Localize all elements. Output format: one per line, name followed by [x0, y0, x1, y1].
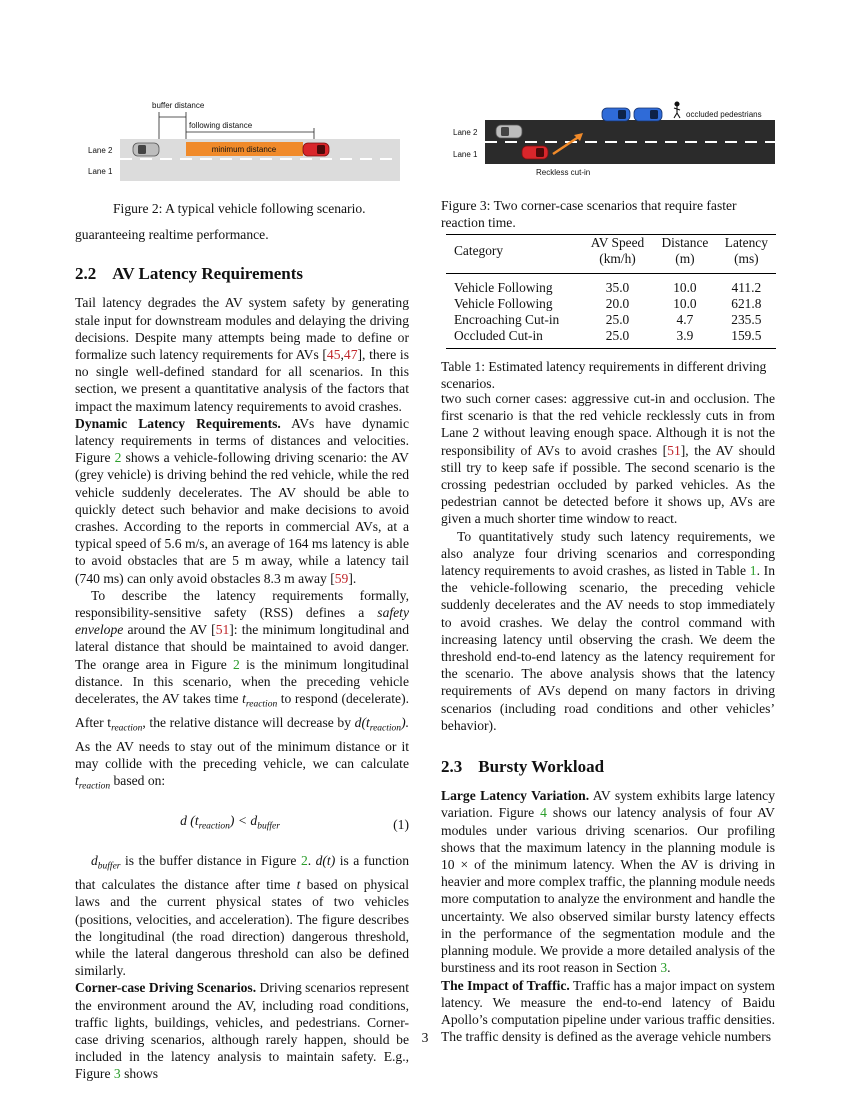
paragraph-traffic-impact: The Impact of Traffic. Traffic has a major impact on system latency. We measure the end-to-end latency of Baidu Apollo’s computation pipeline under various traffic densities. The traffic density is defined as the average vehicle numbers [441, 977, 775, 1045]
equation-1: d $(t_{reaction}) < d_{buffer}$ (1) [180, 813, 409, 832]
fig3-blue-car-icon [634, 108, 662, 121]
table-row: Vehicle Following 35.0 10.0 411.2 [454, 280, 762, 295]
figure-ref-link[interactable]: 2 [114, 450, 122, 466]
figure-3-corner-cases [450, 98, 780, 182]
fig2-buffer-label: buffer distance [152, 101, 205, 110]
citation-link[interactable]: 47 [343, 347, 358, 363]
paragraph-quantitative: To quantitatively study such latency requirements, we also analyze four driving scenarios and corresponding latency requirements to avoid crashes, as listed in Table 1. In the vehicle-following scenario, the preceding vehicle suddenly decelerates and the AV needs to stop immediately to avoid crashes. We delay the control command with increasing latency until observing the crash. We deem the threshold end-to-end latency as the latency requirement for the scenario. The above analysis shows that the latency requirements of AVs depend on many factors in driving scenarios (including road conditions and other vehicles’ behavior). [441, 528, 775, 733]
paragraph-rss: To describe the latency requirements formally, responsibility-sensitive safety (RSS) defines a safety envelope around the AV [51]: the minimum longitudinal and lateral distance that should be maintained to avoid danger. The orange area in Figure 2 is the minimum longitudinal distance. In this scenario, when the preceding vehicle decelerates, the AV takes time $t_{reaction}$ to respond (decelerate). After $t_{reaction}$, the relative distance will decrease by $d(t_{reaction})$. As the AV needs to stay out of the minimum distance or it may collide with the preceding vehicle, we can calculate $t_{reaction}$ based on: [75, 587, 409, 793]
figure-ref-link[interactable]: 2 [300, 853, 308, 869]
fig3-red-car-icon [522, 146, 548, 159]
col-header-speed: AV Speed (km/h) [590, 235, 645, 266]
citation-link[interactable]: 59 [334, 570, 349, 586]
equation-number: (1) [393, 816, 409, 832]
citation-link[interactable]: 45 [326, 347, 341, 363]
table-row: Encroaching Cut-in 25.0 4.7 235.5 [454, 312, 762, 327]
fig2-following-label: following distance [189, 121, 253, 130]
paragraph-dynamic-latency: Dynamic Latency Requirements. AVs have dynamic latency requirements in terms of distances and velocities. Figure 2 shows a vehicle-following driving scenario: the AV (grey vehicle) is driving behind the red vehicle, while the red vehicle suddenly decelerates. The AV should be able to quickly detect such behavior and make decisions to avoid crashes. According to the reports in commercial AVs, at a typical speed of 5.6 m/s, an average of 164 ms latency is able to avoid obstacles that are 5 m away, while a latency tail (740 ms) can only avoid obstacles 8.3 m away [59]. [75, 415, 410, 586]
fig2-grey-av-car-icon [133, 143, 159, 156]
paragraph-top: guaranteeing realtime performance. [75, 227, 269, 242]
citation-link[interactable]: 51 [667, 442, 681, 458]
page-number: 3 [421, 1030, 429, 1045]
fig2-lane1-label: Lane 1 [88, 167, 113, 176]
fig3-blue-car-icon [602, 108, 630, 121]
right-column [441, 390, 775, 1045]
figure-ref-link[interactable]: 2 [233, 656, 240, 672]
table-row: Occluded Cut-in 25.0 3.9 159.5 [446, 328, 776, 349]
citation-link[interactable]: 51 [215, 622, 230, 638]
fig2-min-distance-label: minimum distance [211, 145, 277, 154]
fig3-lane1-label: Lane 1 [453, 150, 478, 159]
figure-2-vehicle-following [85, 95, 405, 187]
fig3-grey-car-icon [496, 125, 522, 138]
figure-ref-link[interactable]: 4 [540, 805, 547, 821]
fig3-lane2-label: Lane 2 [453, 128, 478, 137]
paragraph-corner-case: Corner-case Driving Scenarios. Driving scenarios represent the environment around the AV, including road conditions, traffic lights, buildings, vehicles, and pedestrians. Corner-case driving scenarios, although rarely happen, should be included in the latency analysis to maintain safety. E.g., Figure 3 shows [75, 980, 409, 1082]
figure-3-caption: Figure 3: Two corner-case scenarios that require faster reaction time. [441, 198, 737, 230]
table-row: Vehicle Following 20.0 10.0 621.8 [454, 296, 762, 311]
figure-2-caption: Figure 2: A typical vehicle following scenario. [113, 201, 366, 216]
fig3-cutin-label: Reckless cut-in [536, 168, 591, 177]
figure-ref-link[interactable]: 3 [113, 1066, 121, 1082]
latency-table [446, 234, 776, 349]
left-column [75, 226, 409, 1083]
fig3-pedestrian-icon [674, 102, 680, 118]
fig2-red-car-icon [303, 143, 329, 156]
col-header-latency: Latency (ms) [724, 235, 768, 266]
paragraph-buffer: $d_{buffer}$ is the buffer distance in Figure 2. d(t) is a function that calculates the distance after time t based on physical laws and the current physical states of two vehicles (positions, velocities, and acceleration). The figure describes the longitudinal (the road direction) dangerous threshold, while the lateral dangerous threshold can also be defined similarly. [75, 853, 410, 979]
col-header-category: Category [454, 243, 504, 258]
fig3-occluded-label: occluded pedestrians [686, 110, 762, 119]
section-ref-link[interactable]: 3 [660, 960, 668, 976]
section-2-3-heading: 2.3 Bursty Workload [441, 757, 605, 777]
paragraph-intro: Tail latency degrades the AV system safety by generating stale input for downstream modules and delaying the driving decisions. Despite many attempts being made to define or formalize such latency requirements for AVs [45,47], there is no single well-defined standard for all scenarios. In this section, we present a quantitative analysis of the factors that impact the maximum latency requirements to avoid crashes. [75, 295, 409, 414]
fig2-lane2-label: Lane 2 [88, 146, 113, 155]
paragraph-corner-cases-cont: two such corner cases: aggressive cut-in and occlusion. The first scenario is that the red vehicle recklessly cuts in from Lane 2 without leaving enough space. Although it is not the responsibility of AVs to avoid crashes [51], the AV should still try to keep safe if possible. The second scenario is the crossing pedestrian occluded by parked vehicles. As the pedestrian cannot be detected before it shows up, AVs are given a much shorter time window to react. [441, 391, 775, 527]
section-2-2-heading: 2.2 AV Latency Requirements [75, 264, 304, 284]
col-header-distance: Distance (m) [661, 235, 709, 266]
table-ref-link[interactable]: 1 [749, 563, 757, 579]
paragraph-large-variation: Large Latency Variation. AV system exhibits large latency variation. Figure 4 shows our latency analysis of four AV modules under various driving scenarios. Our profiling shows that the maximum latency in the planning module is 10 × of the minimum latency. When the AV is driving in heavier and more complex traffic, the planning module needs more computation to analyze the environment and handle the uncertainty. We also observed similar bursty latency effects in the performance of the segmentation module and the planning module. We provide a more detailed analysis of the burstiness and its root reason in Section 3. [441, 788, 775, 976]
table-1-caption: Table 1: Estimated latency requirements in different driving scenarios. [441, 359, 767, 391]
